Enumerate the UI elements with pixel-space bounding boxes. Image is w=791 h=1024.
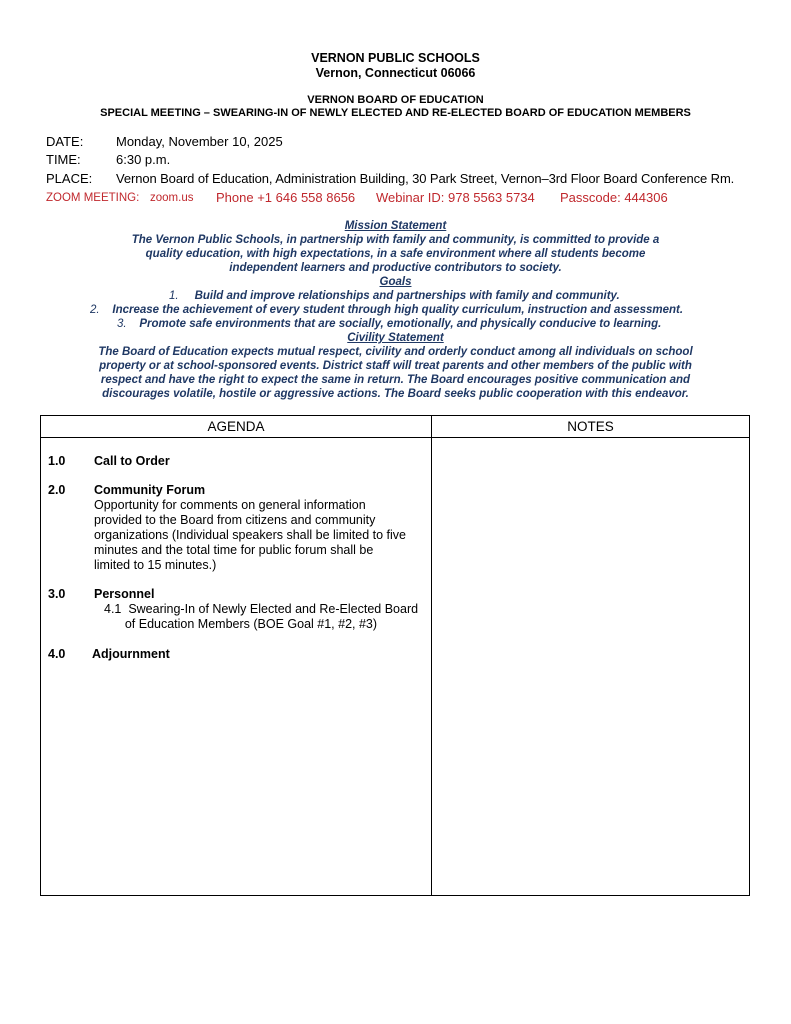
zoom-passcode: Passcode: 444306 bbox=[560, 190, 668, 205]
goal-text: Promote safe environments that are socially, emotionally, and physically conducive to learning. bbox=[139, 318, 662, 330]
agenda-item-description: limited to 15 minutes.) bbox=[94, 558, 217, 572]
mission-heading: Mission Statement bbox=[344, 220, 447, 232]
agenda-item-title: Personnel bbox=[94, 587, 155, 601]
goal-item bbox=[117, 317, 661, 331]
agenda-table bbox=[40, 415, 750, 896]
goal-text: Increase the achievement of every student through high quality curriculum, instruction and assessment. bbox=[112, 304, 684, 316]
goal-item bbox=[169, 289, 620, 303]
agenda-item-number: 3.0 bbox=[48, 587, 66, 601]
place-value: Vernon Board of Education, Administration Building, 30 Park Street, Vernon–3rd Floor Board Conference Rm. bbox=[116, 171, 735, 186]
district-name: VERNON PUBLIC SCHOOLS bbox=[311, 51, 480, 65]
goal-text: Build and improve relationships and partnerships with family and community. bbox=[194, 290, 620, 302]
goal-number: 2. bbox=[90, 304, 100, 316]
district-location: Vernon, Connecticut 06066 bbox=[315, 66, 476, 80]
civility-heading: Civility Statement bbox=[347, 332, 444, 344]
place-label: PLACE: bbox=[46, 171, 93, 186]
goal-number: 1. bbox=[169, 290, 179, 302]
agenda-column-header: AGENDA bbox=[207, 419, 265, 434]
agenda-item-description: organizations (Individual speakers shall be limited to five bbox=[94, 528, 406, 542]
goal-item bbox=[90, 303, 683, 317]
date-value: Monday, November 10, 2025 bbox=[116, 134, 283, 149]
mission-line: The Vernon Public Schools, in partnership with family and community, is committed to provide a bbox=[131, 234, 660, 246]
time-value: 6:30 p.m. bbox=[116, 152, 171, 167]
goals-heading: Goals bbox=[379, 276, 412, 288]
civility-line: property or at school-sponsored events. District staff will treat parents and other members of the public with bbox=[99, 360, 692, 372]
civility-line: discourages volatile, hostile or aggressive actions. The Board seeks public cooperation with this endeavor. bbox=[102, 388, 689, 400]
agenda-item-title: Community Forum bbox=[94, 483, 206, 497]
agenda-item-description: provided to the Board from citizens and community bbox=[94, 513, 376, 527]
mission-line: independent learners and productive contributors to society. bbox=[229, 262, 562, 274]
agenda-sub-item: of Education Members (BOE Goal #1, #2, #3) bbox=[104, 617, 378, 631]
civility-line: The Board of Education expects mutual respect, civility and orderly conduct among all individuals on school bbox=[98, 346, 693, 358]
mission-line: quality education, with high expectations, in a safe environment where all students become bbox=[145, 248, 646, 260]
agenda-item-number: 2.0 bbox=[48, 483, 66, 497]
agenda-item-title: Call to Order bbox=[94, 454, 170, 468]
zoom-phone: Phone +1 646 558 8656 bbox=[216, 190, 356, 205]
zoom-label: ZOOM MEETING: bbox=[46, 192, 140, 204]
date-label: DATE: bbox=[46, 134, 84, 149]
notes-column-header: NOTES bbox=[567, 419, 614, 434]
agenda-item-number: 4.0 bbox=[48, 647, 66, 661]
board-name: VERNON BOARD OF EDUCATION bbox=[307, 94, 484, 106]
goal-number: 3. bbox=[117, 318, 127, 330]
agenda-item-number: 1.0 bbox=[48, 454, 66, 468]
zoom-webinar-id: Webinar ID: 978 5563 5734 bbox=[376, 190, 535, 205]
agenda-sub-item: 4.1 Swearing-In of Newly Elected and Re-Elected Board bbox=[104, 602, 419, 616]
time-label: TIME: bbox=[46, 152, 81, 167]
civility-line: respect and have the right to expect the same in return. The Board encourages positive communication and bbox=[100, 374, 691, 386]
table-header-divider bbox=[41, 437, 749, 438]
agenda-item-description: Opportunity for comments on general information bbox=[94, 498, 366, 512]
table-column-divider bbox=[431, 416, 432, 895]
meeting-title: SPECIAL MEETING – SWEARING-IN OF NEWLY ELECTED AND RE-ELECTED BOARD OF EDUCATION MEMBERS bbox=[100, 107, 691, 119]
agenda-item-description: minutes and the total time for public forum shall be bbox=[94, 543, 374, 557]
agenda-item-title: Adjournment bbox=[92, 647, 170, 661]
zoom-site-link[interactable]: zoom.us bbox=[150, 192, 194, 204]
